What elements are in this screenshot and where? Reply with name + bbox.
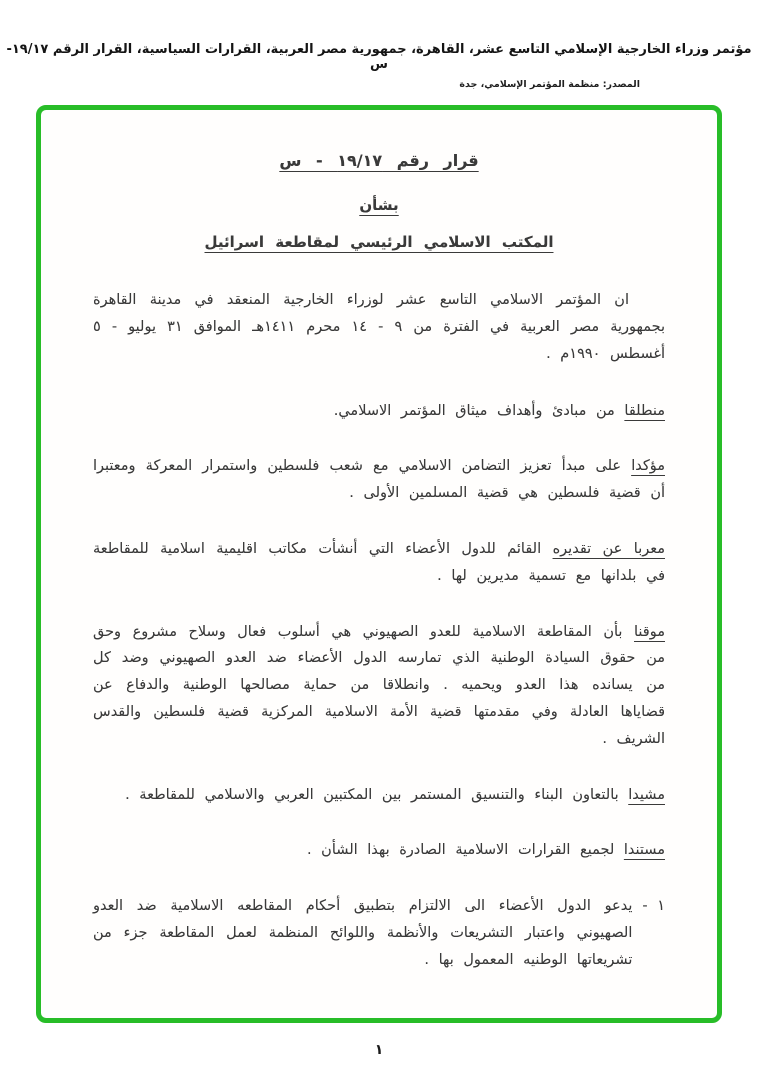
paragraph-lead-word: مؤكدا: [631, 458, 665, 475]
paragraph-body-text: على مبدأ تعزيز التضامن الاسلامي مع شعب فلسطين واستمرار المعركة ومعتبرا أن قضية فلسطين هي قضية المسلمين الأولى .: [93, 458, 665, 502]
paragraph-body-text: القائم للدول الأعضاء التي أنشأت مكاتب اقليمية اسلامية للمقاطعة في بلدانها مع تسمية مديرين لها .: [93, 540, 665, 584]
paragraph-body-text: بالتعاون البناء والتنسيق المستمر بين المكتبين العربي والاسلامي للمقاطعة .: [125, 786, 629, 803]
document-paragraph: [93, 453, 665, 507]
item-text: يدعو الدول الأعضاء الى الالتزام بتطبيق أحكام المقاطعه الاسلامية ضد العدو الصهيوني واعتبار التشريعات والأنظمة واللوائح المنظمة لعمل المقاطعة جزء من تشريعاتها الوطنيه المعمول بها .: [93, 898, 633, 968]
resolution-subject: المكتب الاسلامي الرئيسي لمقاطعة اسرائيل: [204, 233, 554, 252]
paragraph-body-text: بأن المقاطعة الاسلامية للعدو الصهيوني هي أسلوب فعال وسلاح مشروع وحق من حقوق السيادة الوطنية الذي تمارسه الدول الأعضاء ضد العدو الصهيوني وضد كل من يسانده هذا العدو ويحميه . وانطلاقا من حماية مصالحها الوطنية والدفاع عن قضاياها العادلة وفي مقدمتها قضية الأمة الاسلامية المركزية قضية فلسطين والقدس الشريف .: [93, 623, 665, 747]
document-paragraph: [93, 536, 665, 590]
document-paragraph: [93, 398, 665, 425]
page-number: ١: [374, 1042, 384, 1058]
header-title: مؤتمر وزراء الخارجية الإسلامي التاسع عشر، القاهرة، جمهورية مصر العربية، القرارات السياسية، القرار الرقم ١٩/١٧-س: [6, 42, 752, 72]
paragraph-lead-word: مشيدا: [628, 786, 665, 803]
document-paragraph: [93, 782, 665, 809]
paragraph-body-text: لجميع القرارات الاسلامية الصادرة بهذا الشأن .: [306, 842, 624, 859]
page-footer: [0, 1039, 758, 1058]
paragraph-body-text: من مبادئ وأهداف ميثاق المؤتمر الاسلامي.: [333, 402, 625, 419]
scanned-document: [41, 110, 717, 974]
paragraph-lead-word: معربا عن تقديره: [552, 540, 665, 557]
source-line: المصدر: منظمة المؤتمر الإسلامي، جدة: [459, 79, 640, 90]
document-paragraph: [93, 837, 665, 864]
paragraph-list: [93, 398, 665, 865]
item-number: ١ -: [642, 898, 665, 915]
paragraph-lead-word: موقنا: [634, 623, 665, 640]
resolution-subtitle: بشأن: [359, 195, 399, 214]
paragraph-lead-word: مستندا: [623, 842, 665, 859]
paragraph-lead-word: منطلقا: [624, 402, 665, 419]
numbered-items: [93, 893, 665, 973]
document-paragraph: [93, 619, 665, 753]
numbered-item: [93, 893, 665, 973]
document-header: [0, 0, 758, 90]
intro-paragraph: ان المؤتمر الاسلامي التاسع عشر لوزراء الخارجية المنعقد في مدينة القاهرة بجمهورية مصر العربية في الفترة من ٩ - ١٤ محرم ١٤١١هـ الموافق ٣١ يوليو - ٥ أغسطس ١٩٩٠م .: [93, 292, 666, 362]
highlight-frame: [36, 105, 722, 1023]
resolution-title: قرار رقم ١٩/١٧ - س: [279, 151, 479, 170]
